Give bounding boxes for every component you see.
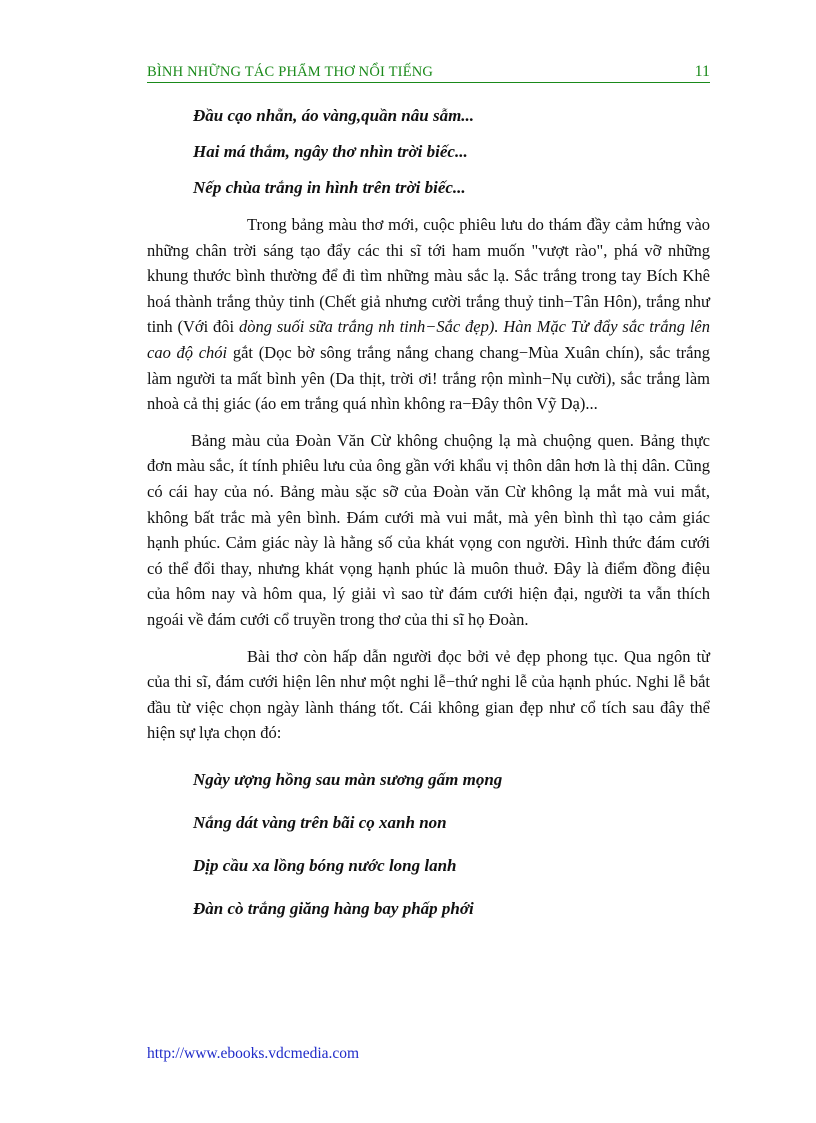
verse-line: Hai má thắm, ngây thơ nhìn trời biếc...	[193, 142, 468, 161]
page-header	[147, 60, 710, 83]
verse-line: Đầu cạo nhẵn, áo vàng,quần nâu sẫm...	[193, 106, 475, 125]
paragraph-1	[147, 212, 710, 417]
verse-block-top	[147, 98, 710, 206]
verse-line: Dịp cầu xa lồng bóng nước long lanh	[193, 855, 457, 875]
paragraph-1-text-a: Trong bảng màu thơ mới, cuộc phiêu lưu do thám đầy cảm hứng vào những chân trời sáng tạo đẩy các thi sĩ tới ham muốn "vượt rào", phá vỡ những khung thước bình thường để đi tìm những màu sắc lạ. Sắc trắng trong tay Bích Khê hoá thành trắng thủy tinh (Chết giả nhưng cười trắng thuỷ tinh−Tân Hôn), trắng như tinh (Với đôi	[147, 215, 710, 337]
paragraph-1-italic: dòng suối sữa trắng nh tinh−Sắc đẹp). Hàn Mặc Tử đẩy sắc trắng lên cao độ chói	[147, 317, 710, 362]
page-body	[147, 98, 710, 930]
verse-line: Ngày ượng hồng sau màn sương gấm mọng	[193, 769, 503, 789]
verse-block-bottom	[147, 758, 710, 930]
paragraph-3: Bài thơ còn hấp dẫn người đọc bởi vẻ đẹp phong tục. Qua ngôn từ của thi sĩ, đám cưới hiện lên như một nghi lễ−thứ nghi lễ của hạnh phúc. Nghi lễ bắt đầu từ việc chọn ngày lành tháng tốt. Cái không gian đẹp như cổ tích sau đây thể hiện sự lựa chọn đó:	[147, 646, 710, 743]
verse-line: Đàn cò trắng giăng hàng bay phấp phới	[193, 898, 474, 918]
footer-link[interactable]: http://www.ebooks.vdcmedia.com	[147, 1045, 360, 1062]
paragraph-1-text-b: gắt (Dọc bờ sông trắng nắng chang chang−Mùa Xuân chín), sắc trắng làm người ta mất bình yên (Da thịt, trời ơi! trắng rộn mình−Nụ cười), sắc trắng làm nhoà cả thị giác (áo em trắng quá nhìn không ra−Đây thôn Vỹ Dạ)...	[147, 342, 710, 414]
paragraph-2: Bảng màu của Đoàn Văn Cừ không chuộng lạ mà chuộng quen. Bảng thực đơn màu sắc, ít tính phiêu lưu của ông gần với khẩu vị thôn dân hơn là thị dân. Cũng có cái hay của nó. Bảng màu sặc sỡ của Đoàn văn Cừ không lạ mắt mà vui mắt, không bất trắc mà yên bình. Đám cưới mà vui mắt, mà yên bình thì tạo cảm giác hạnh phúc. Cảm giác này là hằng số của khát vọng con người. Hình thức đám cưới có thể đổi thay, nhưng khát vọng hạnh phúc là muôn thuở. Đây là điểm đồng điệu của hôm nay và hôm qua, lý giải vì sao từ đám cưới hiện đại, người ta vẫn thích ngoái về đám cưới cổ truyền trong thơ của thi sĩ họ Đoàn.	[147, 430, 710, 629]
verse-line: Nắng dát vàng trên bãi cọ xanh non	[193, 812, 447, 832]
book-title: BÌNH NHỮNG TÁC PHẨM THƠ NỔI TIẾNG	[147, 64, 434, 80]
page-number: 11	[694, 63, 710, 80]
verse-line: Nếp chùa trắng in hình trên trời biếc...	[193, 178, 466, 197]
